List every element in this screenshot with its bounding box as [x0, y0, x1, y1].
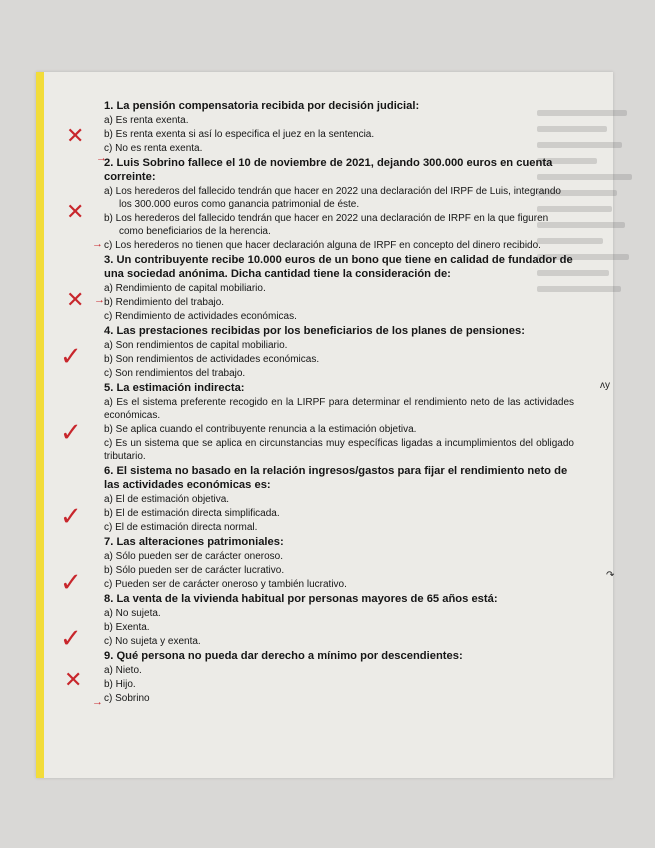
question-9 [104, 649, 574, 705]
x-mark-icon: ✕ [66, 124, 85, 149]
question-title: 6. El sistema no basado en la relación ingresos/gastos para fijar el rendimiento neto de las actividades económicas es: [104, 465, 568, 491]
option-c: c) Rendimiento de actividades económicas. [104, 311, 297, 322]
question-1 [104, 99, 574, 155]
check-mark-icon: ✓ [60, 502, 82, 532]
x-mark-icon: ✕ [64, 668, 83, 693]
arrow-mark-icon: → [96, 152, 107, 164]
question-title: 5. La estimación indirecta: [104, 382, 245, 394]
option-a: a) Nieto. [104, 665, 142, 676]
option-a: a) No sujeta. [104, 608, 161, 619]
option-c: c) No es renta exenta. [104, 143, 203, 154]
option-b: b) El de estimación directa simplificada. [104, 508, 280, 519]
question-title: 7. Las alteraciones patrimoniales: [104, 536, 284, 548]
option-a: a) Es el sistema preferente recogido en la LIRPF para determinar el rendimiento neto de las actividades económicas. [104, 397, 574, 421]
yellow-margin-strip [36, 72, 44, 778]
option-c: c) El de estimación directa normal. [104, 522, 258, 533]
check-mark-icon: ✓ [60, 342, 82, 372]
edge-mark: ↷ [606, 570, 615, 581]
option-c: c) Sobrino [104, 693, 150, 704]
question-title: 9. Qué persona no pueda dar derecho a mínimo por descendientes: [104, 650, 463, 662]
option-b: b) Sólo pueden ser de carácter lucrativo. [104, 565, 285, 576]
question-title: 8. La venta de la vivienda habitual por personas mayores de 65 años está: [104, 593, 498, 605]
check-mark-icon: ✓ [60, 624, 82, 654]
x-mark-icon: ✕ [66, 288, 85, 313]
option-b: b) Hijo. [104, 679, 136, 690]
question-title: 4. Las prestaciones recibidas por los beneficiarios de los planes de pensiones: [104, 325, 525, 337]
option-b: b) Es renta exenta si así lo especifica el juez en la sentencia. [104, 129, 375, 140]
option-c: c) No sujeta y exenta. [104, 636, 201, 647]
check-mark-icon: ✓ [60, 568, 82, 598]
option-b: b) Rendimiento del trabajo. [104, 297, 225, 308]
option-c: c) Es un sistema que se aplica en circunstancias muy específicas ligadas a incumplimientos del obligado tributario. [104, 438, 574, 462]
check-mark-icon: ✓ [60, 418, 82, 448]
arrow-mark-icon: → [92, 238, 103, 250]
question-3 [104, 253, 574, 323]
option-a: a) Son rendimientos de capital mobiliario. [104, 340, 288, 351]
option-b: b) Exenta. [104, 622, 150, 633]
option-a: a) Rendimiento de capital mobiliario. [104, 283, 266, 294]
option-a: a) Sólo pueden ser de carácter oneroso. [104, 551, 283, 562]
question-title: 3. Un contribuyente recibe 10.000 euros de un bono que tiene en calidad de fundador de una sociedad anónima. Dicha cantidad tiene la consideración de: [104, 254, 573, 280]
option-c: c) Los herederos no tienen que hacer declaración alguna de IRPF en concepto del dinero recibido. [104, 240, 541, 251]
question-7 [104, 535, 574, 591]
question-title: 2. Luis Sobrino fallece el 10 de noviembre de 2021, dejando 300.000 euros en cuenta correinte: [104, 157, 553, 183]
option-a: a) Los herederos del fallecido tendrán que hacer en 2022 una declaración del IRPF de Luis, integrando los 300.000 euros como ganancia patrimonial de éste. [104, 186, 561, 210]
option-b: b) Se aplica cuando el contribuyente renuncia a la estimación objetiva. [104, 424, 417, 435]
question-title: 1. La pensión compensatoria recibida por decisión judicial: [104, 100, 420, 112]
option-b: b) Los herederos del fallecido tendrán que hacer en 2022 una declaración de IRPF en la que figuren como beneficiarios de la herencia. [104, 213, 549, 237]
x-mark-icon: ✕ [66, 200, 85, 225]
exam-content [104, 98, 574, 706]
arrow-mark-icon: → [92, 696, 103, 708]
question-2 [104, 156, 574, 252]
edge-mark: ᴧy [600, 380, 610, 391]
option-b: b) Son rendimientos de actividades económicas. [104, 354, 320, 365]
arrow-mark-icon: → [94, 294, 105, 306]
option-a: a) El de estimación objetiva. [104, 494, 230, 505]
question-4 [104, 324, 574, 380]
option-c: c) Son rendimientos del trabajo. [104, 368, 246, 379]
option-a: a) Es renta exenta. [104, 115, 189, 126]
question-8 [104, 592, 574, 648]
option-c: c) Pueden ser de carácter oneroso y también lucrativo. [104, 579, 347, 590]
question-6 [104, 464, 574, 534]
question-5 [104, 381, 574, 463]
